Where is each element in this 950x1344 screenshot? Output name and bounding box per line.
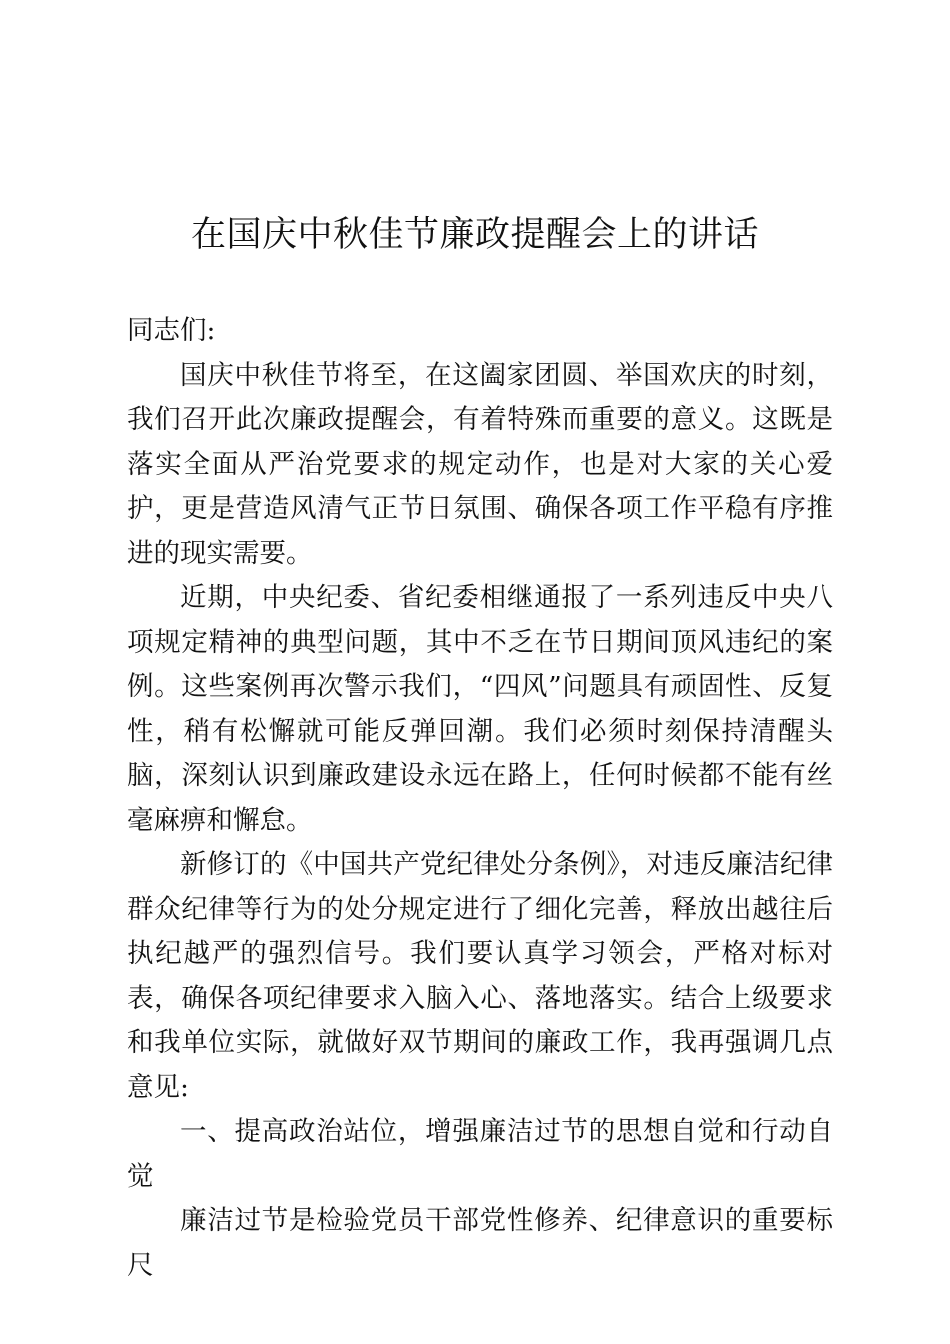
paragraph-1: 国庆中秋佳节将至，在这阖家团圆、举国欢庆的时刻，我们召开此次廉政提醒会，有着特殊而重要的意义。这既是落实全面从严治党要求的规定动作，也是对大家的关心爱护，更是营造风清气正节日氛围、确保各项工作平稳有序推进的现实需要。 — [127, 359, 833, 569]
document-body — [127, 309, 833, 1288]
paragraph-2: 近期，中央纪委、省纪委相继通报了一系列违反中央八项规定精神的典型问题，其中不乏在节日期间顶风违纪的案例。这些案例再次警示我们，“四风”问题具有顽固性、反复性，稍有松懈就可能反弹回潮。我们必须时刻保持清醒头脑，深刻认识到廉政建设永远在路上，任何时候都不能有丝毫麻痹和懈怠。 — [127, 582, 833, 836]
document-title: 在国庆中秋佳节廉政提醒会上的讲话 — [190, 215, 759, 255]
section-heading: 一、提高政治站位，增强廉洁过节的思想自觉和行动自觉 — [127, 1116, 833, 1192]
paragraph-4: 廉洁过节是检验党员干部党性修养、纪律意识的重要标尺 — [127, 1205, 833, 1281]
paragraph-3: 新修订的《中国共产党纪律处分条例》，对违反廉洁纪律群众纪律等行为的处分规定进行了细化完善，释放出越往后执纪越严的强烈信号。我们要认真学习领会，严格对标对表，确保各项纪律要求入脑入心、落地落实。结合上级要求和我单位实际，就做好双节期间的廉政工作，我再强调几点意见: — [127, 849, 833, 1103]
salutation: 同志们: — [127, 315, 216, 346]
